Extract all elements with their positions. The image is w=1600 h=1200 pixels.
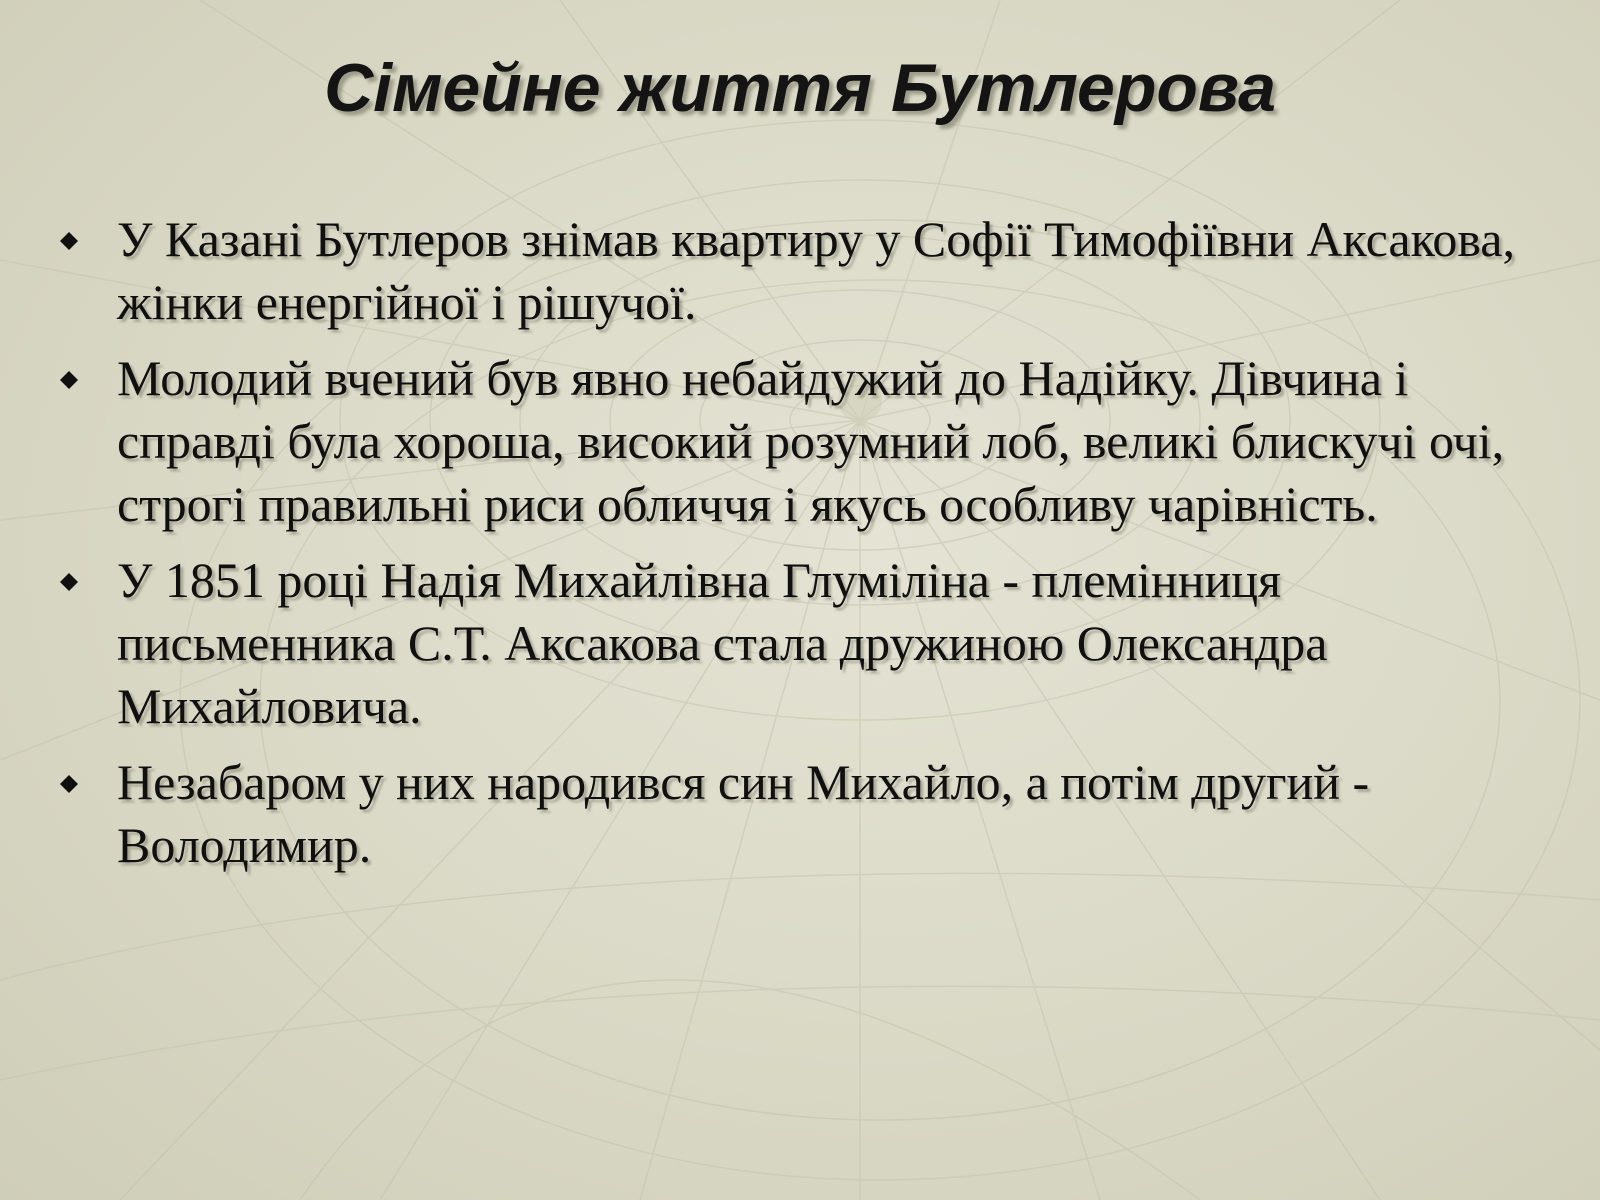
slide-title: Сімейне життя Бутлерова <box>324 50 1276 126</box>
bullet-text: Молодий вчений був явно небайдужий до Надійку. Дівчина і справді була хороша, високий розумний лоб, великі блискучі очі, строгі правильні риси обличчя і якусь особливу чарівність. <box>117 350 1505 532</box>
bullet-list <box>60 208 1550 890</box>
diamond-bullet-icon <box>60 775 78 793</box>
bullet-text: У Казані Бутлеров знімав квартиру у Софії Тимофіївни Аксакова, жінки енергійної і рішучої. <box>117 211 1515 330</box>
bullet-text: У 1851 році Надія Михайлівна Глуміліна - племінниця письменника С.Т. Аксакова стала дружиною Олександра Михайловича. <box>117 552 1328 734</box>
bullet-item <box>60 549 1550 738</box>
diamond-bullet-icon <box>60 371 78 389</box>
diamond-bullet-icon <box>60 232 78 250</box>
diamond-bullet-icon <box>60 573 78 591</box>
bullet-text: Незабаром у них народився син Михайло, а потім другий - Володимир. <box>117 754 1370 873</box>
bullet-item <box>60 347 1550 536</box>
bullet-item <box>60 751 1550 877</box>
bullet-item <box>60 208 1550 334</box>
